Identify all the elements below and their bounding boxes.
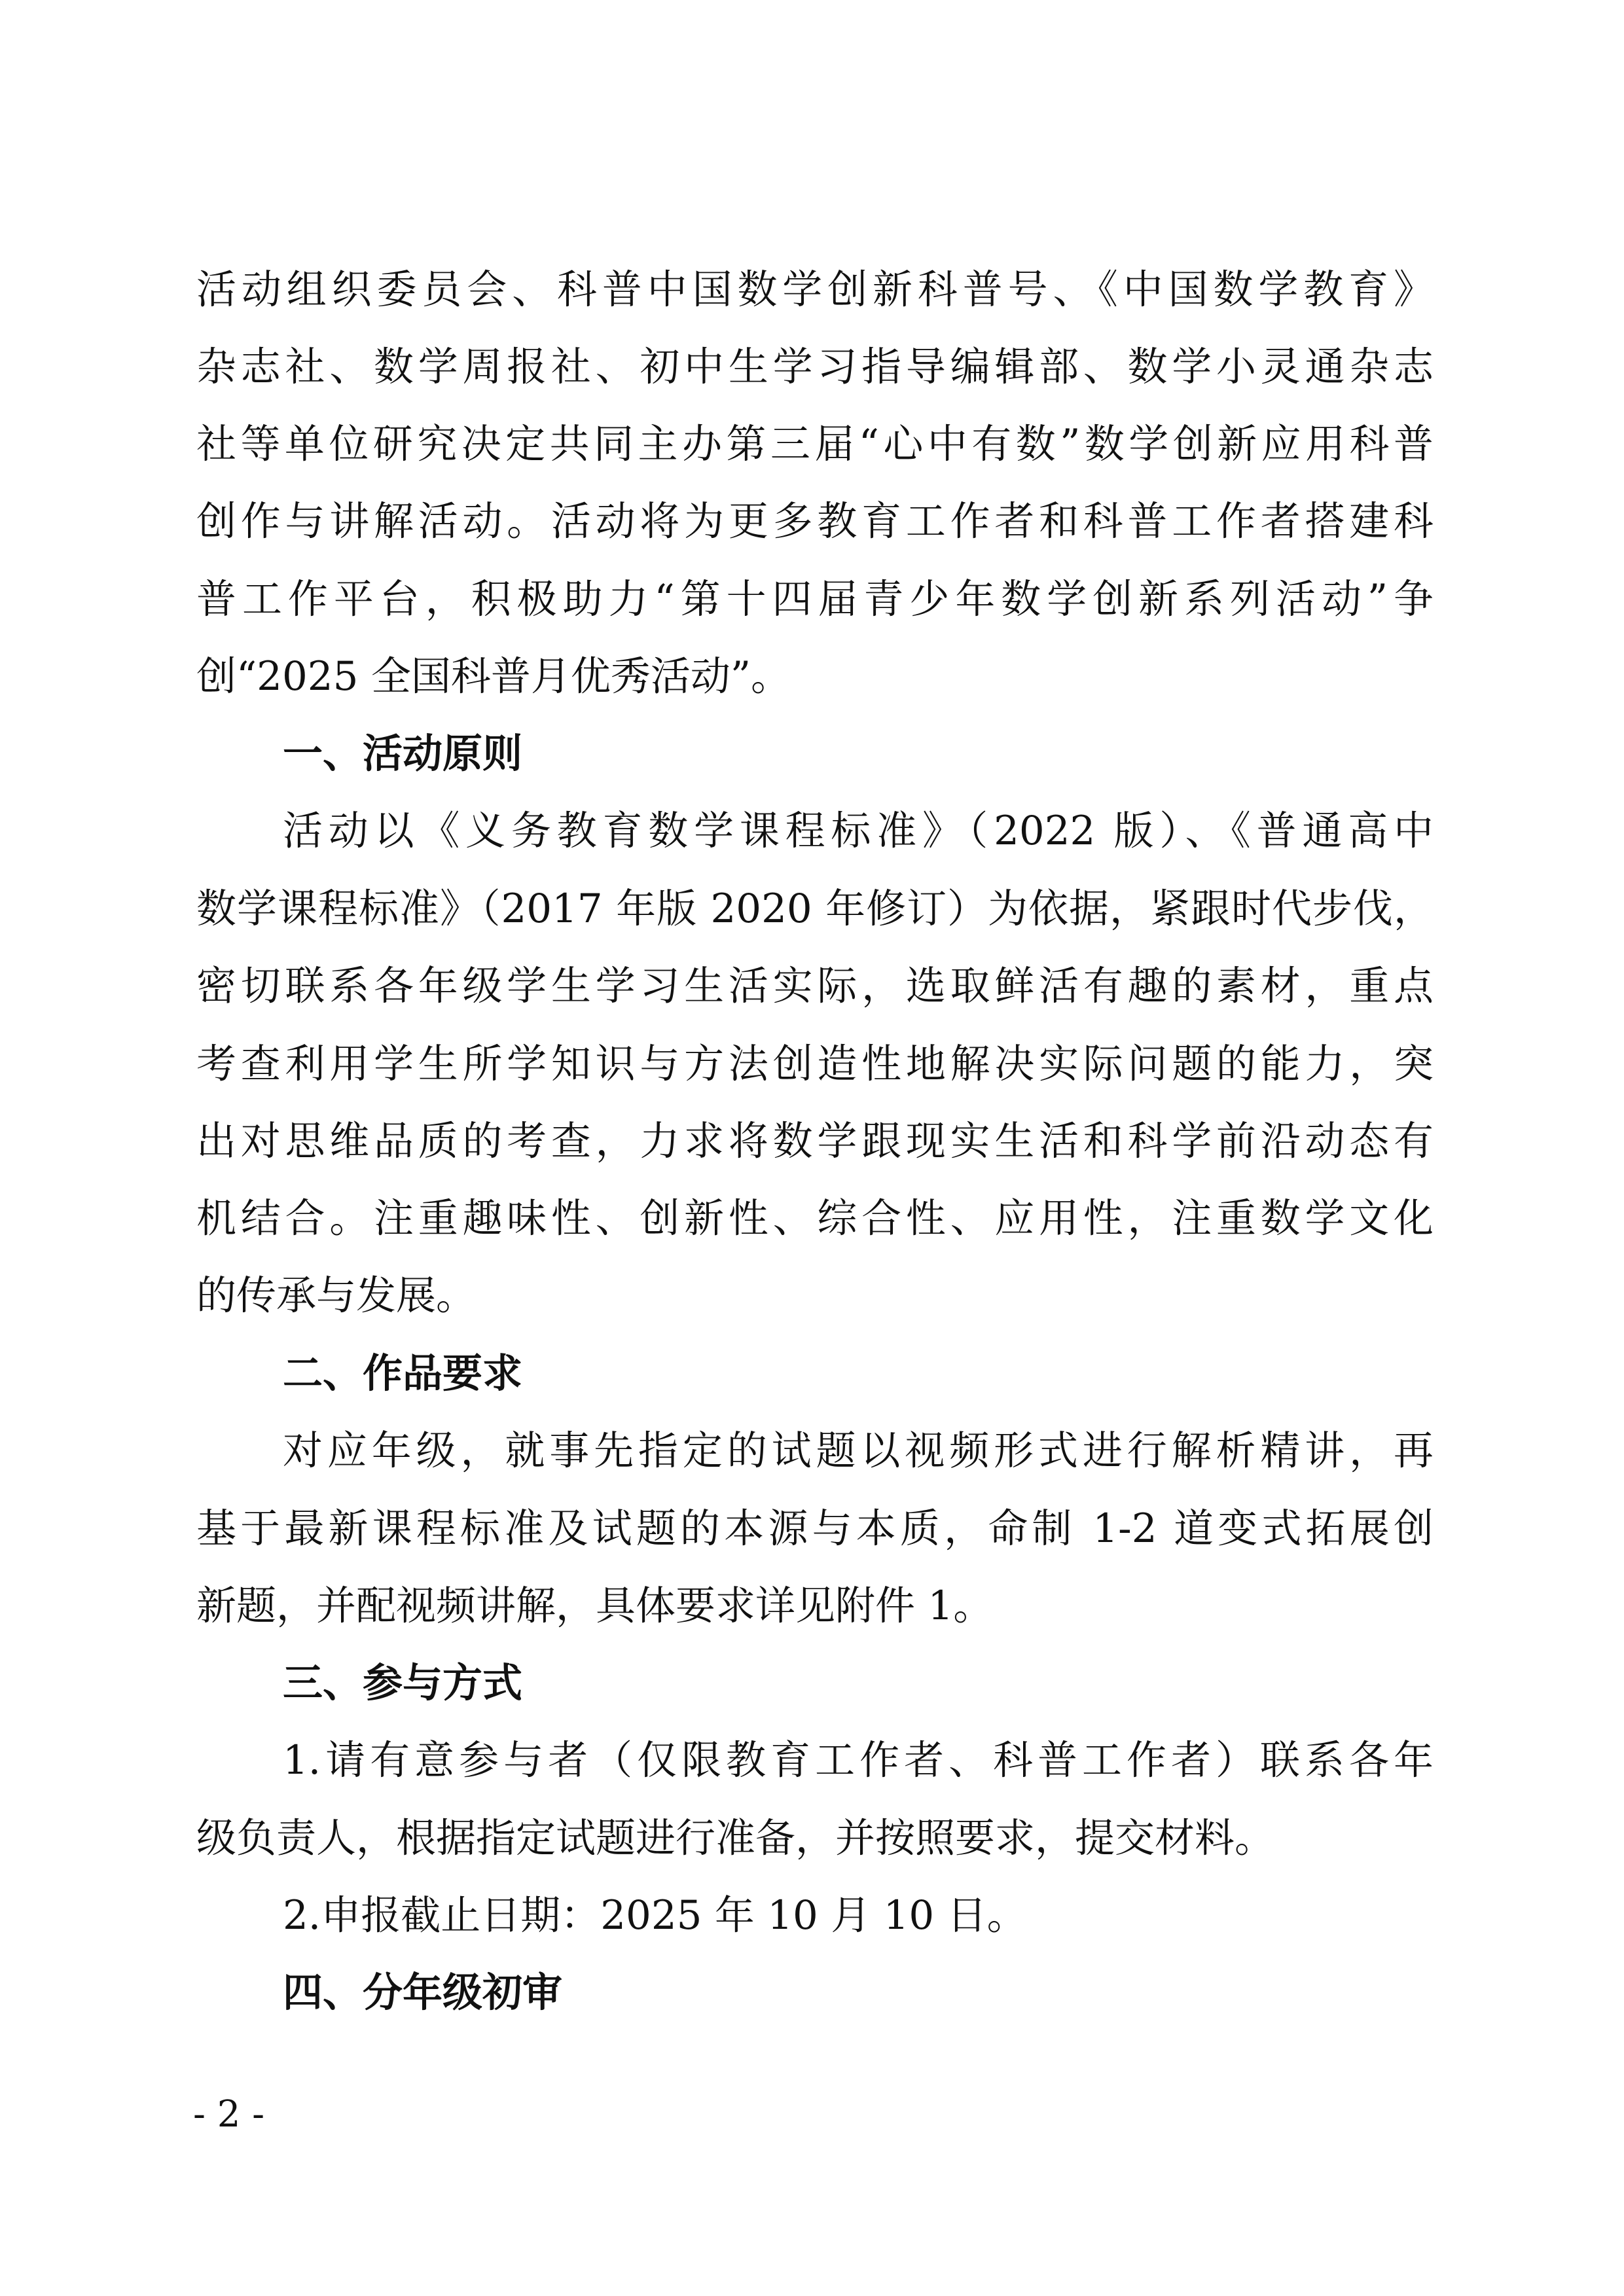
participation-line-1: 1.请有意参与者（仅限教育工作者、科普工作者）联系各年 xyxy=(283,1737,1434,1784)
section-heading-preliminary-review: 四、分年级初审 xyxy=(283,1969,563,2016)
section-heading-principles: 一、活动原则 xyxy=(283,730,523,777)
participation-line-2: 级负责人，根据指定试题进行准备，并按照要求，提交材料。 xyxy=(196,1815,1275,1861)
section-heading-requirements: 二、作品要求 xyxy=(283,1350,523,1397)
intro-line-2: 杂志社、数学周报社、初中生学习指导编辑部、数学小灵通杂志 xyxy=(196,344,1434,390)
requirements-line-2: 基于最新课程标准及试题的本源与本质，命制 1-2 道变式拓展创 xyxy=(196,1505,1434,1552)
requirements-line-3: 新题，并配视频讲解，具体要求详见附件 1。 xyxy=(196,1583,994,1629)
principles-line-4: 考查利用学生所学知识与方法创造性地解决实际问题的能力，突 xyxy=(196,1041,1434,1087)
principles-line-1: 活动以《义务教育数学课程标准》（2022 版）、《普通高中 xyxy=(283,808,1434,854)
intro-line-6: 创“2025 全国科普月优秀活动”。 xyxy=(196,653,791,700)
requirements-line-1: 对应年级，就事先指定的试题以视频形式进行解析精讲，再 xyxy=(283,1427,1434,1474)
principles-line-5: 出对思维品质的考查，力求将数学跟现实生活和科学前沿动态有 xyxy=(196,1118,1434,1164)
principles-line-2: 数学课程标准》（2017 年版 2020 年修订）为依据，紧跟时代步伐， xyxy=(196,886,1434,932)
intro-line-3: 社等单位研究决定共同主办第三届“心中有数”数学创新应用科普 xyxy=(196,421,1434,467)
section-heading-participation: 三、参与方式 xyxy=(283,1660,523,1706)
page-number: - 2 - xyxy=(193,2093,265,2136)
intro-line-4: 创作与讲解活动。活动将为更多教育工作者和科普工作者搭建科 xyxy=(196,498,1434,545)
participation-line-3: 2.申报截止日期：2025 年 10 月 10 日。 xyxy=(283,1892,1027,1939)
principles-line-7: 的传承与发展。 xyxy=(196,1272,477,1319)
principles-line-3: 密切联系各年级学生学习生活实际，选取鲜活有趣的素材，重点 xyxy=(196,963,1434,1009)
principles-line-6: 机结合。注重趣味性、创新性、综合性、应用性，注重数学文化 xyxy=(196,1195,1434,1242)
intro-line-5: 普工作平台，积极助力“第十四届青少年数学创新系列活动”争 xyxy=(196,576,1434,622)
intro-line-1: 活动组织委员会、科普中国数学创新科普号、《中国数学教育》 xyxy=(196,266,1434,313)
